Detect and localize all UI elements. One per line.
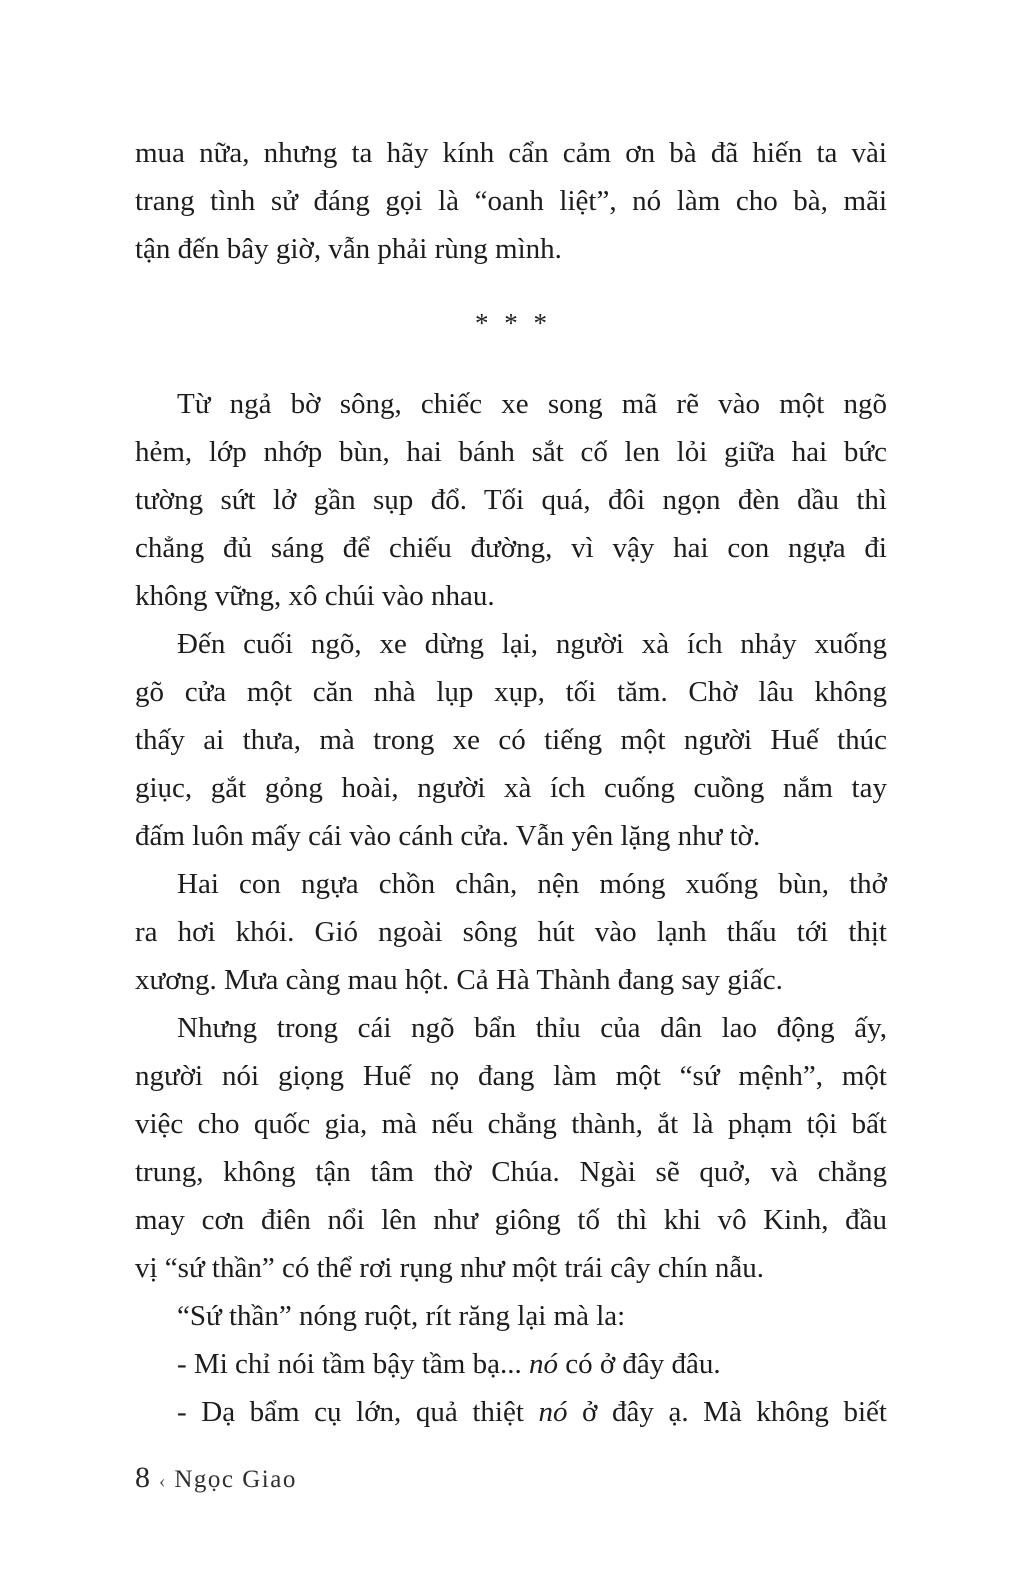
- text-line: trang tình sử đáng gọi là “oanh liệt”, nó làm cho bà, mãi: [135, 185, 887, 217]
- text-line: [135, 1388, 887, 1436]
- text-line: không vững, xô chúi vào nhau.: [135, 580, 495, 612]
- dialogue-emphasis: nó: [538, 1396, 568, 1428]
- page-footer: [135, 1461, 297, 1495]
- text-line: Hai con ngựa chồn chân, nện móng xuống bùn, thở: [177, 868, 887, 900]
- text-line: giục, gắt gỏng hoài, người xà ích cuống cuồng nắm tay: [135, 772, 887, 804]
- text-line: may cơn điên nổi lên như giông tố thì khi vô Kinh, đầu: [135, 1204, 887, 1236]
- text-line: Đến cuối ngõ, xe dừng lại, người xà ích nhảy xuống: [177, 628, 887, 660]
- text-line: vị “sứ thần” có thể rơi rụng như một trái cây chín nẫu.: [135, 1252, 765, 1284]
- text-line: tận đến bây giờ, vẫn phải rùng mình.: [135, 233, 562, 265]
- text-line: Từ ngả bờ sông, chiếc xe song mã rẽ vào một ngõ: [177, 388, 887, 420]
- text-line: việc cho quốc gia, mà nếu chẳng thành, ắt là phạm tội bất: [135, 1108, 887, 1140]
- dialogue-line: [135, 1388, 887, 1436]
- paragraph: [135, 860, 887, 1004]
- opening-paragraph: [135, 129, 887, 273]
- text-line: trung, không tận tâm thờ Chúa. Ngài sẽ quở, và chẳng: [135, 1156, 887, 1188]
- dialogue-emphasis: nó: [528, 1348, 558, 1380]
- footer-separator-icon: ‹: [159, 1471, 166, 1492]
- text-line: xương. Mưa càng mau hột. Cả Hà Thành đang say giấc.: [135, 964, 783, 996]
- dialogue-text: ở đây ạ. Mà không biết: [567, 1396, 887, 1428]
- text-line: gõ cửa một căn nhà lụp xụp, tối tăm. Chờ lâu không: [135, 676, 887, 708]
- text-line: thấy ai thưa, mà trong xe có tiếng một người Huế thúc: [135, 724, 887, 756]
- dialogue-text: - Dạ bẩm cụ lớn, quả thiệt: [177, 1396, 539, 1428]
- text-line: chẳng đủ sáng để chiếu đường, vì vậy hai con ngựa đi: [135, 532, 887, 564]
- text-line: đấm luôn mấy cái vào cánh cửa. Vẫn yên lặng như tờ.: [135, 820, 761, 852]
- text-line: [135, 1340, 887, 1388]
- text-line: tường sứt lở gần sụp đổ. Tối quá, đôi ngọn đèn dầu thì: [135, 484, 887, 516]
- author-name: Ngọc Giao: [174, 1466, 297, 1493]
- paragraph: [135, 1004, 887, 1292]
- text-line: “Sứ thần” nóng ruột, rít răng lại mà la:: [177, 1300, 626, 1332]
- paragraph: [135, 1292, 887, 1340]
- section-separator: * * *: [475, 308, 547, 338]
- page-body: [135, 129, 887, 1436]
- text-line: Nhưng trong cái ngõ bẩn thỉu của dân lao động ấy,: [177, 1012, 887, 1044]
- dialogue-text: - Mi chỉ nói tầm bậy tầm bạ...: [177, 1348, 529, 1380]
- text-line: hẻm, lớp nhớp bùn, hai bánh sắt cố len lỏi giữa hai bức: [135, 436, 887, 468]
- dialogue-text: có ở đây đâu.: [557, 1348, 721, 1380]
- text-line: mua nữa, nhưng ta hãy kính cẩn cảm ơn bà đã hiến ta vài: [135, 137, 887, 169]
- text-line: người nói giọng Huế nọ đang làm một “sứ mệnh”, một: [135, 1060, 887, 1092]
- dialogue-line: [135, 1340, 887, 1388]
- paragraph: [135, 620, 887, 860]
- paragraph: [135, 380, 887, 620]
- text-line: ra hơi khói. Gió ngoài sông hút vào lạnh thấu tới thịt: [135, 916, 887, 948]
- page-number: 8: [135, 1461, 150, 1494]
